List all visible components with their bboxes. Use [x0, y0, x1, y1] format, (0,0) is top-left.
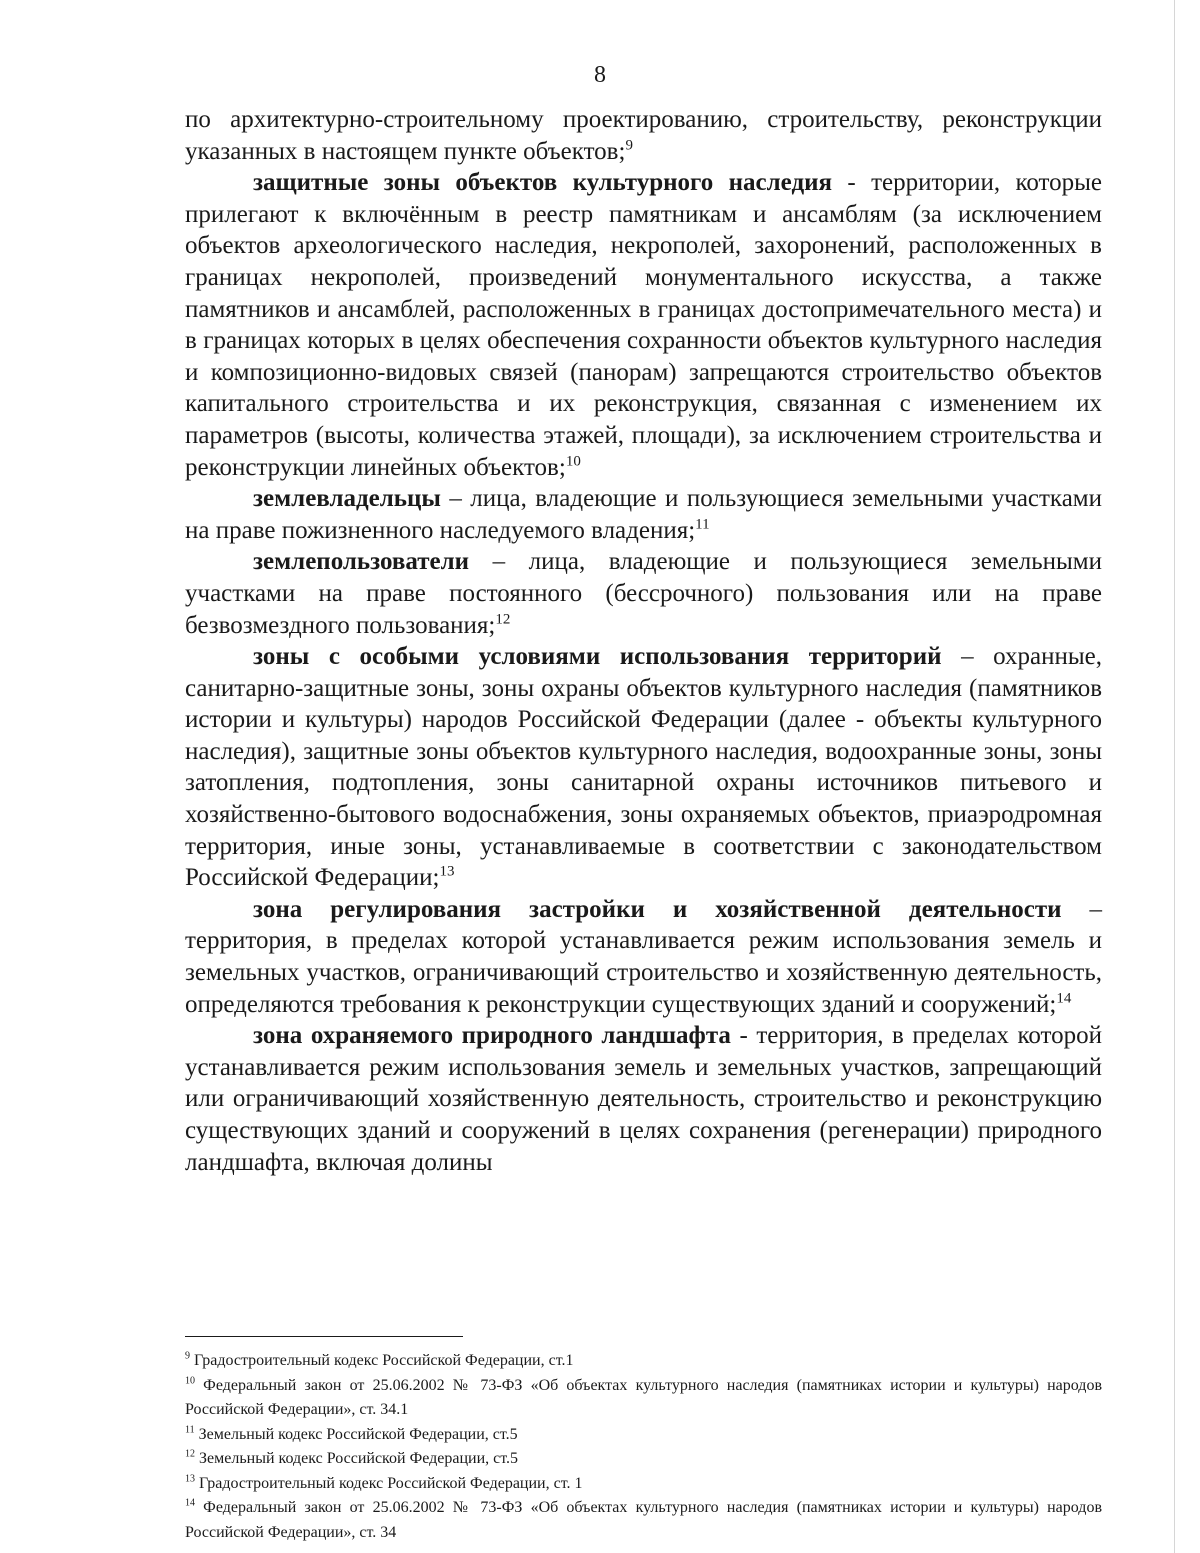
- body-text: [185, 104, 1102, 1178]
- footnote: [185, 1472, 1102, 1497]
- scan-edge-line: [1174, 0, 1175, 1553]
- defined-term: зона регулирования застройки и хозяйственной деятельности: [253, 895, 1062, 923]
- footnote: [185, 1447, 1102, 1472]
- footnotes: [185, 1349, 1102, 1545]
- footnote-text: Градостроительный кодекс Российской Федерации, ст.1: [190, 1352, 574, 1369]
- footnote-number: 14: [185, 1497, 195, 1509]
- footnote-ref[interactable]: 10: [565, 453, 581, 470]
- paragraph: [185, 104, 1102, 167]
- defined-term: зона охраняемого природного ландшафта: [253, 1022, 731, 1050]
- footnote-ref[interactable]: 12: [495, 611, 511, 628]
- footnote-number: 9: [185, 1350, 190, 1362]
- footnote-number: 11: [185, 1424, 195, 1436]
- footnote: [185, 1374, 1102, 1423]
- footnote-number: 13: [185, 1473, 195, 1485]
- definition-text: – территория, в пределах которой устанавливается режим использования земель и земельных участков, ограничивающий строительство и хозяйственную деятельность, определяются требования к реконструкции существующих зданий и сооружений;: [185, 895, 1102, 1018]
- definition-paragraph: [185, 894, 1102, 1020]
- paragraph-text: по архитектурно-строительному проектированию, строительству, реконструкции указанных в настоящем пункте объектов;: [185, 106, 1102, 165]
- footnote-text: Федеральный закон от 25.06.2002 № 73-ФЗ «Об объектах культурного наследия (памятниках истории и культуры) народов Российской Федерации», ст. 34.1: [185, 1376, 1102, 1418]
- footnote-separator: [185, 1336, 463, 1337]
- page-number: 8: [594, 62, 606, 88]
- footnote: [185, 1423, 1102, 1448]
- definition-paragraph: [185, 546, 1102, 641]
- footnote-text: Земельный кодекс Российской Федерации, ст.5: [195, 1450, 519, 1467]
- defined-term: защитные зоны объектов культурного наследия: [253, 169, 833, 197]
- definition-text: – лица, владеющие и пользующиеся земельными участками на праве пожизненного наследуемого владения;: [185, 485, 1102, 544]
- definition-text: - территория, в пределах которой устанавливается режим использования земель и земельных участков, запрещающий или ограничивающий хозяйственную деятельность, строительство и реконструкцию существующих зданий и сооружений в целях сохранения (регенерации) природного ландшафта, включая долины: [185, 1022, 1102, 1176]
- definition-paragraph: [185, 167, 1102, 483]
- definition-paragraph: [185, 483, 1102, 546]
- footnote-ref[interactable]: 9: [625, 137, 633, 154]
- definition-text: – охранные, санитарно-защитные зоны, зоны охраны объектов культурного наследия (памятников истории и культуры) народов Российской Федерации (далее - объекты культурного наследия), защитные зоны объектов культурного наследия, водоохранные зоны, зоны затопления, подтопления, зоны санитарной охраны источников питьевого и хозяйственно-бытового водоснабжения, зоны охраняемых объектов, приаэродромная территория, иные зоны, устанавливаемые в соответствии с законодательством Российской Федерации;: [185, 643, 1102, 892]
- footnote: [185, 1349, 1102, 1374]
- defined-term: землепользователи: [253, 548, 470, 576]
- footnote-number: 10: [185, 1375, 195, 1387]
- definition-text: - территории, которые прилегают к включённым в реестр памятникам и ансамблям (за исключением объектов археологического наследия, некрополей, захоронений, расположенных в границах некрополей, произведений монументального искусства, а также памятников и ансамблей, расположенных в границах достопримечательного места) и в границах которых в целях обеспечения сохранности объектов культурного наследия и композиционно-видовых связей (панорам) запрещаются строительство объектов капитального строительства и их реконструкция, связанная с изменением их параметров (высоты, количества этажей, площади), за исключением строительства и реконструкции линейных объектов;: [185, 169, 1102, 481]
- footnote: [185, 1496, 1102, 1545]
- defined-term: землевладельцы: [253, 485, 441, 513]
- footnote-ref[interactable]: 14: [1056, 990, 1072, 1007]
- footnote-text: Градостроительный кодекс Российской Федерации, ст. 1: [195, 1474, 583, 1492]
- footnote-ref[interactable]: 11: [695, 516, 710, 533]
- definition-text: – лица, владеющие и пользующиеся земельными участками на праве постоянного (бессрочного) пользования или на праве безвозмездного пользования;: [185, 548, 1102, 639]
- footnote-number: 12: [185, 1448, 195, 1460]
- defined-term: зоны с особыми условиями использования территорий: [253, 643, 942, 671]
- definition-paragraph: [185, 1020, 1102, 1178]
- footnote-text: Федеральный закон от 25.06.2002 № 73-ФЗ «Об объектах культурного наследия (памятниках истории и культуры) народов Российской Федерации», ст. 34: [185, 1499, 1102, 1541]
- footnote-text: Земельный кодекс Российской Федерации, ст.5: [194, 1425, 518, 1443]
- footnote-ref[interactable]: 13: [439, 863, 455, 880]
- definition-paragraph: [185, 641, 1102, 894]
